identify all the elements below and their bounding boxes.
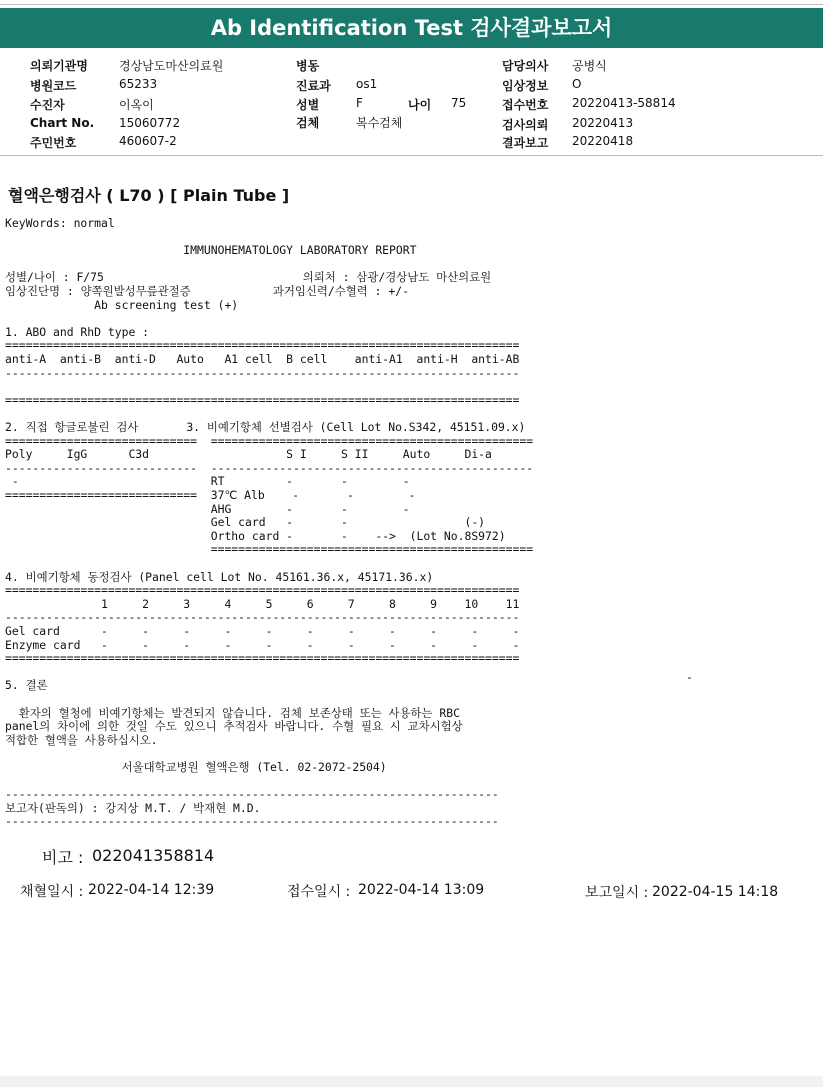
resident-no-label: 주민번호 (30, 136, 77, 150)
top-divider (0, 4, 823, 5)
ward-label: 병동 (296, 59, 320, 73)
report-line: --------------------------------------------------------------------------- (5, 610, 520, 625)
report-line: Ab screening test (+) (5, 297, 239, 312)
report-line: Gel card - - - - - - - - - - - (5, 624, 520, 638)
result-date-value: 20220418 (572, 134, 634, 148)
report-line: =========================================================================== (5, 651, 520, 666)
report-line: 1. ABO and RhD type : (5, 324, 150, 339)
report-line: 1 2 3 4 5 6 7 8 9 10 11 (5, 596, 520, 611)
hospital-name-label: 의뢰기관명 (30, 59, 88, 73)
resident-no-value: 460607-2 (119, 134, 177, 148)
department-label: 진료과 (296, 79, 331, 93)
remarks-value: 022041358814 (92, 846, 215, 865)
receipt-no-label: 접수번호 (502, 98, 549, 112)
remarks-label: 비고 : (42, 848, 84, 867)
patient-header (0, 48, 823, 156)
result-date-label: 결과보고 (502, 136, 549, 150)
report-line: 임상진단명 : 양쪽원발성무릎관절증 과거임신력/수혈력 : +/- (5, 284, 409, 298)
age-label: 나이 (408, 98, 432, 112)
report-time-value: 2022-04-15 14:18 (652, 884, 779, 900)
patient-name-value: 이옥이 (119, 98, 154, 112)
sex-value: F (356, 96, 363, 110)
report-line: panel의 차이에 의한 것일 수도 있으니 추적검사 바랍니다. 수혈 필요 시 교차시험상 (5, 719, 463, 734)
side-mark: - (686, 670, 693, 684)
report-line: ---------------------------- ----------------------------------------------- (5, 460, 534, 475)
bottom-bar (0, 1076, 823, 1087)
report-line: ------------------------------------------------------------------------ (5, 787, 499, 802)
report-line: 4. 비예기항체 동정검사 (Panel cell Lot No. 45161.36.x, 45171.36.x) (5, 569, 434, 584)
department-value: os1 (356, 77, 378, 91)
report-line: 보고자(판독의) : 강지상 M.T. / 박재현 M.D. (5, 800, 261, 815)
report-line: =========================================================================== (5, 392, 520, 407)
report-line: AHG - - - (5, 501, 410, 516)
report-line: Ortho card - - --> (Lot No.8S972) (5, 528, 506, 543)
specimen-label: 검체 (296, 116, 320, 130)
patient-name-label: 수진자 (30, 98, 65, 112)
receive-time-value: 2022-04-14 13:09 (358, 882, 485, 898)
report-line: =========================================================================== (5, 583, 520, 598)
report-line: ============================ 37℃ Alb - - - (5, 488, 416, 502)
report-line: =========================================================================== (5, 338, 520, 353)
report-line: - RT - - - (5, 474, 410, 489)
request-date-label: 검사의뢰 (502, 118, 549, 132)
request-date-value: 20220413 (572, 116, 634, 130)
report-line: 적합한 혈액을 사용하십시오. (5, 732, 158, 747)
report-title: Ab Identification Test 검사결과보고서 (0, 8, 823, 48)
section-title: 혈액은행검사 ( L70 ) [ Plain Tube ] (8, 186, 290, 205)
doctor-value: 공병식 (572, 59, 607, 73)
collect-time-value: 2022-04-14 12:39 (88, 882, 215, 898)
report-line: --------------------------------------------------------------------------- (5, 365, 520, 380)
report-line: Poly IgG C3d S I S II Auto Di-a (5, 447, 492, 462)
report-line: anti-A anti-B anti-D Auto A1 cell B cell anti-A1 anti-H anti-AB (5, 352, 520, 366)
report-line: =============================================== (5, 542, 534, 557)
report-line: 환자의 혈청에 비예기항체는 발견되지 않습니다. 검체 보존상태 또는 사용하는 RBC (5, 705, 460, 720)
hospital-code-value: 65233 (119, 77, 158, 91)
hospital-name-value: 경상남도마산의료원 (119, 59, 224, 73)
chart-no-label: Chart No. (30, 116, 95, 130)
age-value: 75 (451, 96, 467, 110)
chart-no-value: 15060772 (119, 116, 181, 130)
collect-time-label: 채혈일시 : (20, 884, 84, 900)
report-line: ============================ =============================================== (5, 433, 534, 448)
report-line: 5. 결론 (5, 678, 48, 693)
report-line: ------------------------------------------------------------------------ (5, 814, 499, 829)
report-time-label: 보고일시 : (585, 885, 649, 901)
receive-time-label: 접수일시 : (287, 884, 351, 900)
report-line: IMMUNOHEMATOLOGY LABORATORY REPORT (5, 243, 417, 258)
doctor-label: 담당의사 (502, 59, 549, 73)
clinical-info-value: O (572, 77, 582, 91)
specimen-value: 복수검체 (356, 116, 403, 130)
clinical-info-label: 임상정보 (502, 79, 549, 93)
report-line: 성별/나이 : F/75 의뢰처 : 삼광/경상남도 마산의료원 (5, 270, 492, 285)
hospital-code-label: 병원코드 (30, 79, 77, 93)
report-line: 2. 직접 항글로불린 검사 3. 비예기항체 선별검사 (Cell Lot No.S342, 45151.09.x) (5, 420, 526, 434)
report-line: 서울대학교병원 혈액은행 (Tel. 02-2072-2504) (5, 760, 387, 774)
sex-label: 성별 (296, 98, 320, 112)
report-line: Gel card - - (-) (5, 515, 486, 530)
report-line: Enzyme card - - - - - - - - - - - (5, 637, 520, 652)
receipt-no-value: 20220413-58814 (572, 96, 676, 110)
report-line: KeyWords: normal (5, 216, 115, 230)
